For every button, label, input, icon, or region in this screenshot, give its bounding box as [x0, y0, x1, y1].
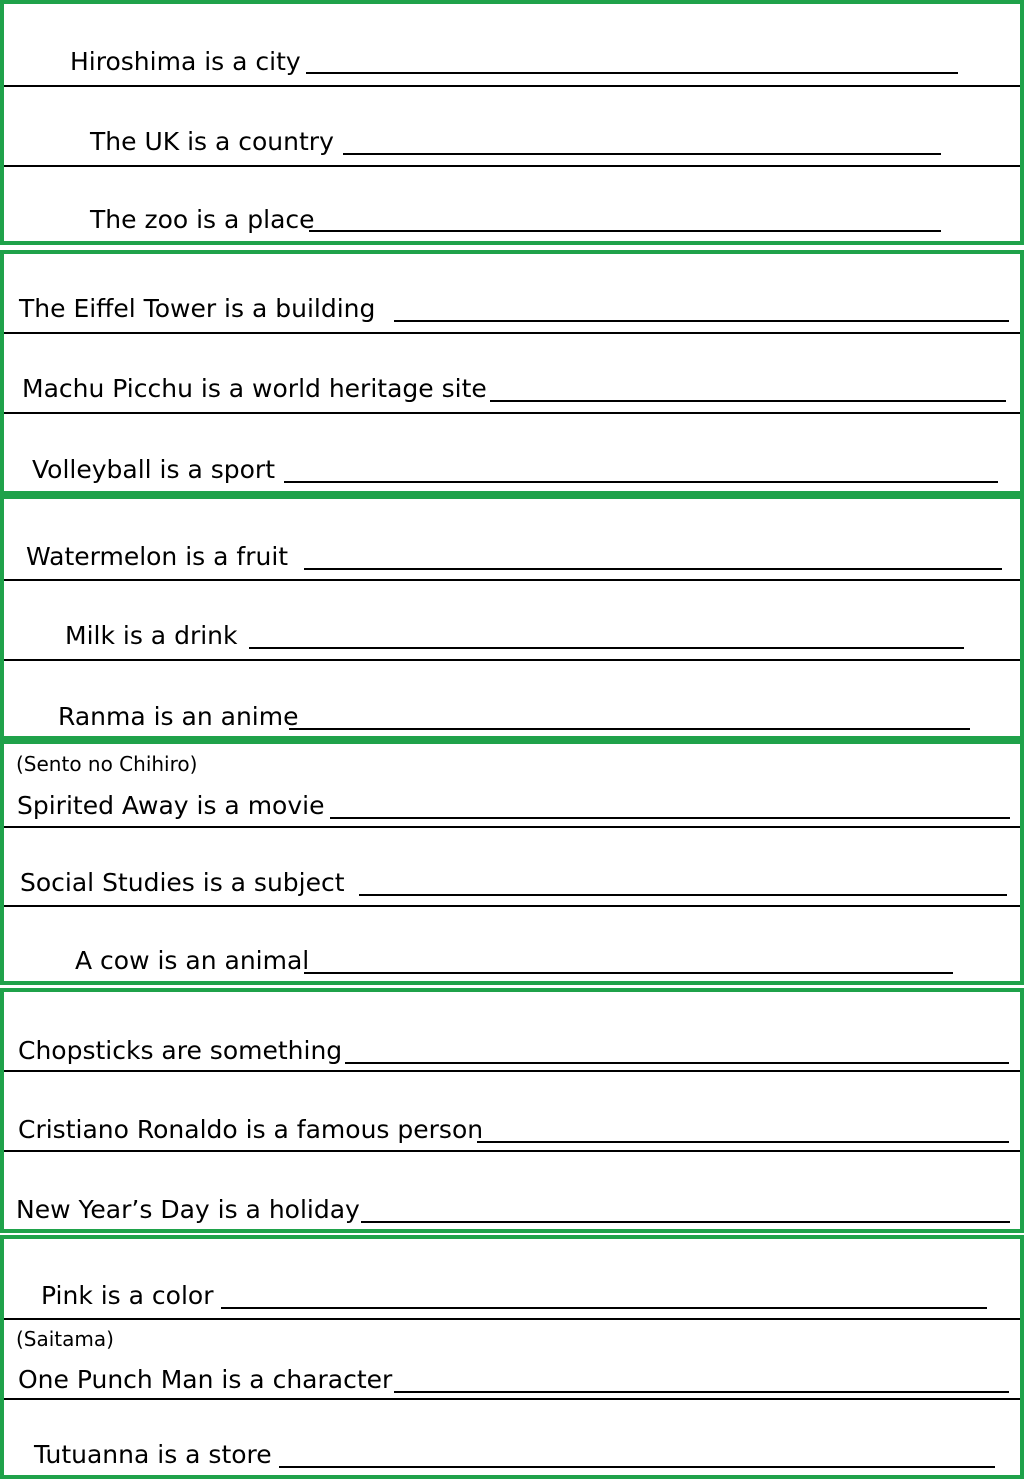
sentence-text: Machu Picchu is a world heritage site: [22, 374, 487, 403]
worksheet-card-4: [0, 740, 1024, 985]
sentence-text: The Eiffel Tower is a building: [19, 294, 376, 323]
sentence-text: Social Studies is a subject: [20, 868, 345, 897]
answer-blank[interactable]: [394, 1391, 1009, 1393]
worksheet-row: [4, 87, 1020, 167]
worksheet-row: [4, 167, 1020, 245]
worksheet-card-6: [0, 1235, 1024, 1479]
worksheet-row: [4, 414, 1020, 495]
answer-blank[interactable]: [306, 72, 958, 74]
worksheet-row: [4, 4, 1020, 87]
worksheet-row: [4, 1400, 1020, 1479]
worksheet-row: [4, 1072, 1020, 1152]
sentence-text: One Punch Man is a character: [18, 1365, 393, 1394]
answer-blank[interactable]: [361, 1221, 1010, 1223]
sentence-text: The zoo is a place: [90, 205, 315, 234]
answer-blank[interactable]: [304, 972, 953, 974]
worksheet-row: [4, 334, 1020, 414]
worksheet-row: [4, 992, 1020, 1072]
worksheet-row: [4, 907, 1020, 985]
answer-blank[interactable]: [279, 1466, 995, 1468]
worksheet-card-2: [0, 250, 1024, 495]
sentence-text: Chopsticks are something: [18, 1036, 343, 1065]
answer-blank[interactable]: [289, 728, 970, 730]
sentence-note: (Saitama): [16, 1327, 114, 1351]
sentence-text: New Year’s Day is a holiday: [16, 1195, 360, 1224]
worksheet-row: [4, 499, 1020, 581]
worksheet-row: [4, 1152, 1020, 1233]
sentence-text: Tutuanna is a store: [34, 1440, 272, 1469]
answer-blank[interactable]: [309, 230, 941, 232]
worksheet-row: [4, 828, 1020, 907]
sentence-text: Ranma is an anime: [58, 702, 299, 731]
answer-blank[interactable]: [330, 817, 1010, 819]
sentence-text: The UK is a country: [90, 127, 334, 156]
answer-blank[interactable]: [394, 320, 1009, 322]
answer-blank[interactable]: [359, 894, 1007, 896]
worksheet-row: [4, 1239, 1020, 1320]
sentence-text: Hiroshima is a city: [70, 47, 301, 76]
worksheet-card-5: [0, 988, 1024, 1233]
answer-blank[interactable]: [343, 153, 941, 155]
worksheet-row: [4, 254, 1020, 334]
answer-blank[interactable]: [221, 1307, 987, 1309]
answer-blank[interactable]: [477, 1141, 1009, 1143]
worksheet-card-1: [0, 0, 1024, 245]
worksheet-row: [4, 581, 1020, 661]
sentence-text: Spirited Away is a movie: [17, 791, 325, 820]
worksheet-row: [4, 661, 1020, 740]
answer-blank[interactable]: [284, 481, 998, 483]
worksheet-row: [4, 744, 1020, 828]
sentence-text: Volleyball is a sport: [32, 455, 276, 484]
worksheet-row: [4, 1320, 1020, 1400]
sentence-text: Cristiano Ronaldo is a famous person: [18, 1115, 484, 1144]
sentence-text: Milk is a drink: [65, 621, 238, 650]
sentence-text: A cow is an animal: [75, 946, 310, 975]
answer-blank[interactable]: [304, 568, 1002, 570]
sentence-note: (Sento no Chihiro): [16, 752, 198, 776]
answer-blank[interactable]: [490, 400, 1006, 402]
answer-blank[interactable]: [345, 1062, 1009, 1064]
answer-blank[interactable]: [249, 647, 964, 649]
sentence-text: Watermelon is a fruit: [26, 542, 289, 571]
worksheet-card-3: [0, 495, 1024, 740]
sentence-text: Pink is a color: [41, 1281, 214, 1310]
